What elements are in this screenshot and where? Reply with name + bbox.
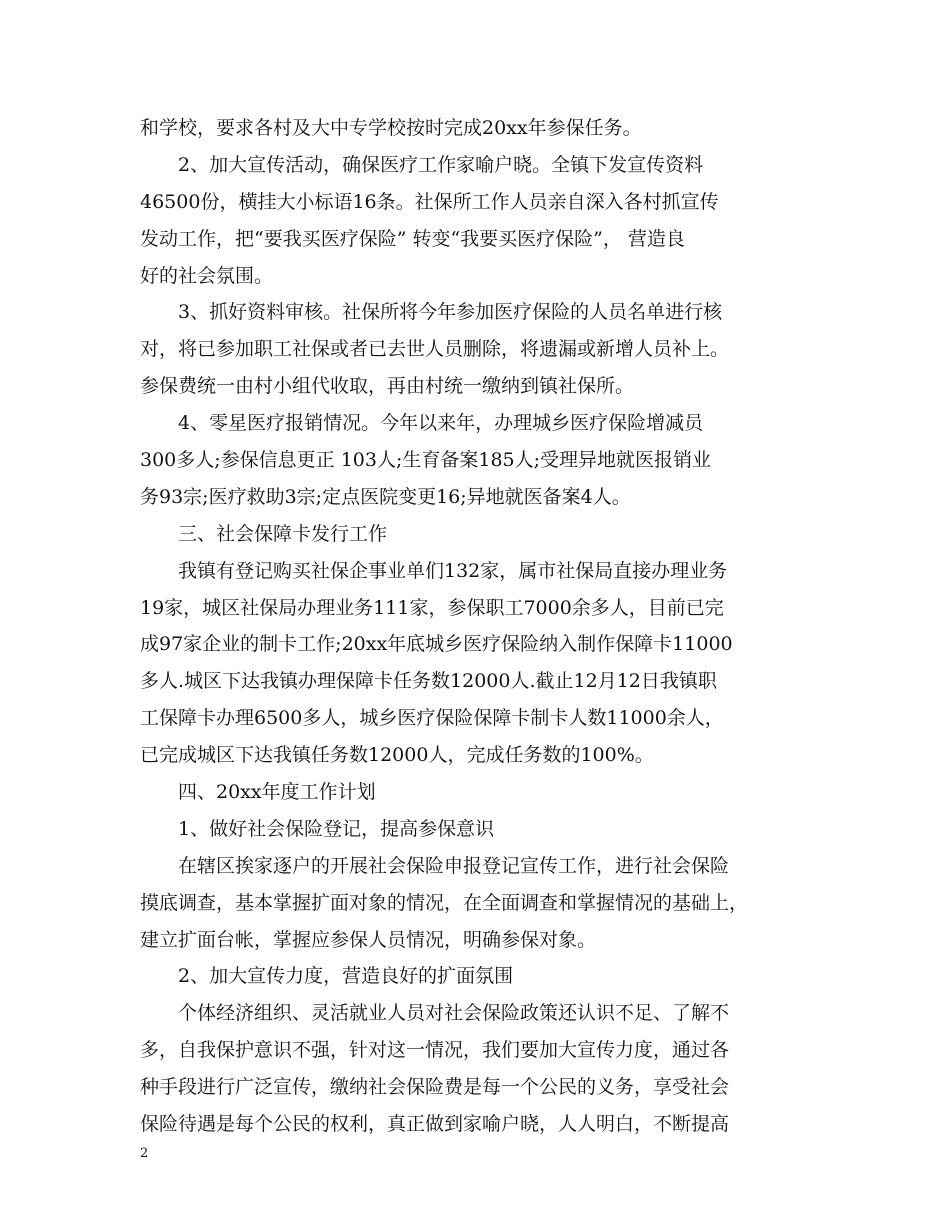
paragraph-start-line: 个体经济组织、灵活就业人员对社会保险政策还认识不足、了解不 xyxy=(178,1002,730,1025)
text-line: 保险待遇是每个公民的权利，真正做到家喻户晓，人人明白，不断提高 xyxy=(140,1113,730,1136)
text-line: 多，自我保护意识不强，针对这一情况，我们要加大宣传力度，通过各 xyxy=(140,1039,730,1062)
text-line: 发动工作，把“要我买医疗保险” 转变“我要买医疗保险”， 营造良 xyxy=(140,227,685,250)
text-line: 19家，城区社保局办理业务111家，参保职工7000余多人，目前已完 xyxy=(140,596,724,619)
text-line: 对，将已参加职工社保或者已去世人员删除，将遗漏或新增人员补上。 xyxy=(140,338,730,361)
text-line: 种手段进行广泛宣传，缴纳社会保险费是每一个公民的义务，享受社会 xyxy=(140,1076,730,1099)
text-line: 46500份，横挂大小标语16条。社保所工作人员亲自深入各村抓宣传 xyxy=(140,190,719,213)
text-line: 和学校，要求各村及大中专学校按时完成20xx年参保任务。 xyxy=(140,117,642,139)
paragraph-start-line: 三、社会保障卡发行工作 xyxy=(178,522,388,545)
text-line: 建立扩面台帐，掌握应参保人员情况，明确参保对象。 xyxy=(140,928,597,951)
page-number: 2 xyxy=(140,1146,149,1161)
paragraph-start-line: 1、做好社会保险登记，提高参保意识 xyxy=(178,817,495,840)
text-line: 参保费统一由村小组代收取，再由村统一缴纳到镇社保所。 xyxy=(140,375,635,398)
text-line: 摸底调查，基本掌握扩面对象的情况，在全面调查和掌握情况的基础上， xyxy=(140,891,749,914)
paragraph-start-line: 我镇有登记购买社保企事业单们132家，属市社保局直接办理业务 xyxy=(178,559,728,582)
text-line: 好的社会氛围。 xyxy=(140,264,274,287)
text-line: 成97家企业的制卡工作;20xx年底城乡医疗保险纳入制作保障卡11000 xyxy=(140,633,733,656)
paragraph-start-line: 3、抓好资料审核。社保所将今年参加医疗保险的人员名单进行核 xyxy=(178,301,723,324)
text-line: 务93宗;医疗救助3宗;定点医院变更16;异地就医备案4人。 xyxy=(140,485,631,508)
text-line: 工保障卡办理6500多人，城乡医疗保险保障卡制卡人数11000余人， xyxy=(140,707,724,730)
paragraph-start-line: 在辖区挨家逐户的开展社会保险申报登记宣传工作，进行社会保险 xyxy=(178,854,730,877)
paragraph-start-line: 2、加大宣传力度，营造良好的扩面氛围 xyxy=(178,965,514,988)
paragraph-start-line: 2、加大宣传活动，确保医疗工作家喻户晓。全镇下发宣传资料 xyxy=(178,153,704,176)
paragraph-start-line: 四、20xx年度工作计划 xyxy=(178,781,376,804)
paragraph-start-line: 4、零星医疗报销情况。今年以来年，办理城乡医疗保险增减员 xyxy=(178,412,704,435)
text-line: 已完成城区下达我镇任务数12000人，完成任务数的100%。 xyxy=(140,744,654,767)
text-line: 多人.城区下达我镇办理保障卡任务数12000人.截止12月12日我镇职 xyxy=(140,670,717,693)
body-text xyxy=(140,110,816,1143)
text-line: 300多人;参保信息更正 103人;生育备案185人;受理异地就医报销业 xyxy=(140,449,712,472)
